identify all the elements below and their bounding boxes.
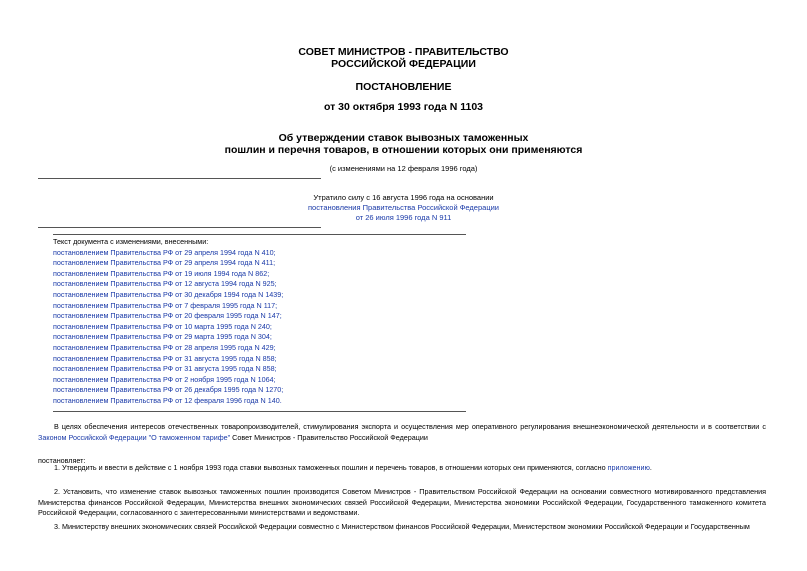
doc-type: ПОСТАНОВЛЕНИЕ [355,81,452,93]
decrees-label: постановляет: [38,456,86,465]
amendment-link[interactable]: постановлением Правительства РФ от 30 декабря 1994 года N 1439; [53,289,284,299]
invalidation-link-line1[interactable]: постановления Правительства Российской Федерации [307,203,499,212]
doc-title-line2: пошлин и перечня товаров, в отношении которых они применяются [224,144,583,156]
preamble-paragraph [38,422,766,443]
item-2-paragraph [38,487,766,519]
amendment-link[interactable]: постановлением Правительства РФ от 10 марта 1995 года N 240; [53,321,272,331]
doc-title-line1: Об утверждении ставок вывозных таможенных [278,132,529,144]
amendment-link[interactable]: постановлением Правительства РФ от 29 апреля 1994 года N 410; [53,247,276,257]
doc-date-number: от 30 октября 1993 года N 1103 [323,101,484,113]
divider [38,227,321,228]
appendix-link[interactable]: приложению [607,463,650,472]
preamble-text: В целях обеспечения интересов отечественных товаропроизводителей, стимулирования экспорта и осуществления мер оперативного регулирования внешнеэкономической деятельности и в соответствии с [54,422,766,431]
amendment-link[interactable]: постановлением Правительства РФ от 19 июля 1994 года N 862; [53,268,270,278]
amendment-link[interactable]: постановлением Правительства РФ от 29 марта 1995 года N 304; [53,332,272,342]
item-3-paragraph [38,522,766,533]
amendment-link[interactable]: постановлением Правительства РФ от 12 февраля 1996 года N 140. [53,395,282,405]
amendment-link[interactable]: постановлением Правительства РФ от 2 ноября 1995 года N 1064; [53,374,276,384]
amendment-link[interactable]: постановлением Правительства РФ от 31 августа 1995 года N 858; [53,353,277,363]
item-1-paragraph [38,463,766,474]
divider [53,234,466,235]
amendment-link[interactable]: постановлением Правительства РФ от 29 апреля 1994 года N 411; [53,258,276,268]
item-1-text: 1. Утвердить и ввести в действие с 1 ноября 1993 года ставки вывозных таможенных пошлин и перечень товаров, в отношении которых они применяются, согласно [54,463,608,472]
invalidation-text: Утратило силу с 16 августа 1996 года на основании [313,193,494,202]
customs-tariff-law-link[interactable]: Законом Российской Федерации "О таможенном тарифе" [38,432,231,442]
divider [38,178,321,179]
amendments-intro: Текст документа с изменениями, внесенными: [53,237,209,246]
amendment-link[interactable]: постановлением Правительства РФ от 26 декабря 1995 года N 1270; [53,385,284,395]
amendment-link[interactable]: постановлением Правительства РФ от 31 августа 1995 года N 858; [53,364,277,374]
amendment-note: (с изменениями на 12 февраля 1996 года) [329,164,478,173]
item-3-text: 3. Министерству внешних экономических связей Российской Федерации совместно с Министерством финансов Российской Федерации, Министерством экономики Российской Федерации и Государственным [54,522,750,531]
amendment-link[interactable]: постановлением Правительства РФ от 7 февраля 1995 года N 117; [53,300,278,310]
divider [53,411,466,412]
amendments-list [53,237,283,407]
amendment-link[interactable]: постановлением Правительства РФ от 28 апреля 1995 года N 429; [53,342,276,352]
invalidation-link-line2[interactable]: от 26 июля 1996 года N 911 [355,213,452,222]
amendment-link[interactable]: постановлением Правительства РФ от 12 августа 1994 года N 925; [53,279,277,289]
item-2-text: 2. Установить, что изменение ставок вывозных таможенных пошлин производится Советом Министров - Правительством Российской Федерации на основании совместного мотивированного представления Министерства финансов Российской Федерации, Министерства внешних экономических связей Российской Федерации, Министерства экономики Российской Федерации, Государственного таможенного комитета Российской Федерации, согласованного с заинтересованными министерствами и ведомствами. [38,487,766,517]
org-name-line1: СОВЕТ МИНИСТРОВ - ПРАВИТЕЛЬСТВО [298,46,509,58]
preamble-tail: Совет Министров - Правительство Российской Федерации [230,432,428,442]
item-1-end: . [649,463,652,472]
amendment-link[interactable]: постановлением Правительства РФ от 20 февраля 1995 года N 147; [53,311,282,321]
org-name-line2: РОССИЙСКОЙ ФЕДЕРАЦИИ [331,58,476,70]
